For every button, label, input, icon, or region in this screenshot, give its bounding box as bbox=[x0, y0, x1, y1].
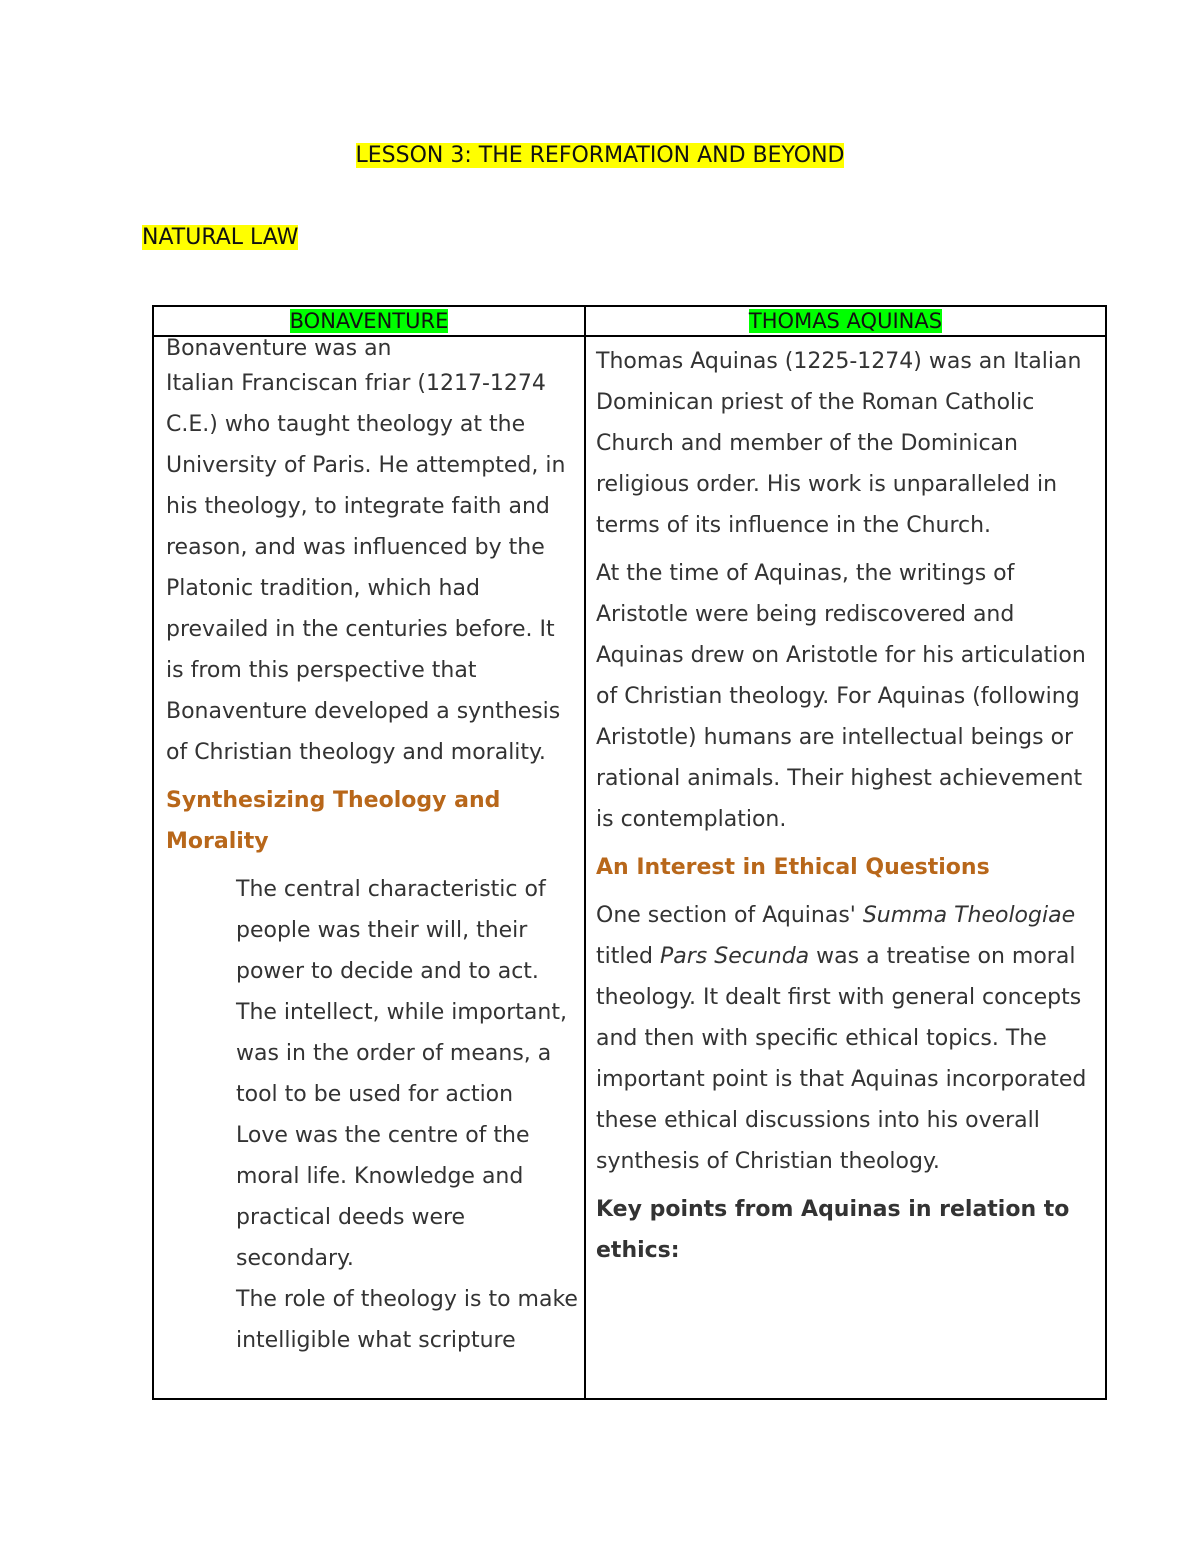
aquinas-keypoints-heading: Key points from Aquinas in relation to ethics: bbox=[596, 1197, 1070, 1263]
lesson-title bbox=[0, 140, 1200, 172]
aquinas-cell bbox=[596, 341, 1096, 1271]
bonaventure-subheading: Synthesizing Theology and Morality bbox=[166, 788, 501, 854]
aquinas-paragraph-3 bbox=[596, 895, 1096, 1182]
bonaventure-point bbox=[166, 869, 578, 992]
bonaventure-point-text: The central characteristic of people was their will, their power to decide and to act. bbox=[236, 877, 546, 984]
aquinas-p3-a: One section of Aquinas' bbox=[596, 903, 863, 928]
bonaventure-point bbox=[166, 1279, 578, 1361]
comparison-table bbox=[152, 305, 1107, 1400]
aquinas-paragraph-2: At the time of Aquinas, the writings of Aristotle were being rediscovered and Aquinas drew on Aristotle for his articulation of Christian theology. For Aquinas (following Aristotle) humans are intellectual beings or rational animals. Their highest achievement is contemplation. bbox=[596, 561, 1086, 832]
aquinas-p3-e: was a treatise on moral theology. It dealt first with general concepts and then with specific ethical topics. The important point is that Aquinas incorporated these ethical discussions into his overall synthesis of Christian theology. bbox=[596, 944, 1087, 1174]
header-aquinas-text: THOMAS AQUINAS bbox=[748, 309, 943, 333]
pars-secunda-title: Pars Secunda bbox=[659, 944, 810, 969]
section-heading bbox=[142, 222, 298, 254]
bonaventure-point-text: The intellect, while important, was in the order of means, a tool to be used for action bbox=[236, 1000, 567, 1107]
header-bonaventure-text: BONAVENTURE bbox=[289, 309, 449, 333]
bonaventure-point-text: Love was the centre of the moral life. Knowledge and practical deeds were secondary. bbox=[236, 1123, 530, 1271]
bonaventure-point bbox=[166, 1115, 578, 1279]
lesson-title-text: LESSON 3: THE REFORMATION AND BEYOND bbox=[355, 143, 845, 168]
bonaventure-point-text: The role of theology is to make intelligible what scripture bbox=[236, 1287, 578, 1353]
bonaventure-point bbox=[166, 992, 578, 1115]
bonaventure-cell bbox=[166, 335, 578, 1361]
summa-theologiae-title: Summa Theologiae bbox=[862, 903, 1076, 928]
section-heading-text: NATURAL LAW bbox=[142, 225, 299, 250]
header-cell-aquinas bbox=[586, 307, 1105, 335]
bonaventure-intro-line1: Bonaventure was an bbox=[166, 336, 392, 361]
aquinas-paragraph-1: Thomas Aquinas (1225-1274) was an Italian Dominican priest of the Roman Catholic Church and member of the Dominican religious order. His work is unparalleled in terms of its influence in the Church. bbox=[596, 349, 1082, 538]
aquinas-p3-c: titled bbox=[596, 944, 660, 969]
header-cell-bonaventure bbox=[154, 307, 584, 335]
bonaventure-intro: Italian Franciscan friar (1217-1274 C.E.) who taught theology at the University of Paris. He attempted, in his theology, to integrate faith and reason, and was influenced by the Platonic tradition, which had prevailed in the centuries before. It is from this perspective that Bonaventure developed a synthesis of Christian theology and morality. bbox=[166, 371, 566, 765]
column-divider bbox=[584, 307, 586, 1398]
table-header-row bbox=[154, 307, 1105, 337]
aquinas-subheading: An Interest in Ethical Questions bbox=[596, 855, 990, 880]
